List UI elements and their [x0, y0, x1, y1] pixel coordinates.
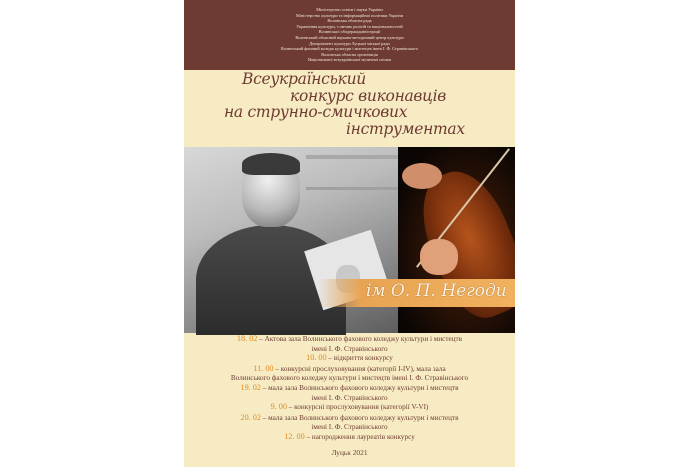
portrait-hair [242, 153, 300, 175]
schedule-text: – конкурсні прослуховування (категорії I-IV), мала зала [273, 364, 446, 373]
schedule-row [231, 374, 468, 383]
poster-title [184, 70, 515, 144]
bookshelf-shape [306, 187, 398, 190]
schedule-row [311, 345, 387, 354]
schedule-text: – нагородження лауреатів конкурсу [304, 432, 415, 441]
schedule-date: 20. 02 [240, 412, 261, 422]
schedule-text: – відкриття конкурсу [326, 354, 393, 363]
schedule-date: 19. 02 [240, 382, 261, 392]
organizer-line: Волинської облдержадміністрації [318, 29, 381, 35]
bookshelf-shape [306, 155, 398, 159]
event-schedule [184, 334, 515, 443]
schedule-date: 12. 00 [284, 431, 305, 441]
schedule-date: 9. 00 [270, 402, 287, 412]
organizer-line: Волинський обласний науково-методичний центр культури [295, 35, 404, 40]
schedule-text: імені І. Ф. Стравінського [311, 393, 388, 402]
dedication-name: ім О. П. Негоди [366, 281, 507, 301]
organizer-line: Міністерство культури та інформаційної політики України [295, 12, 404, 18]
organizer-line: Волинська обласна рада [327, 18, 372, 24]
title-line: конкурс виконавців [290, 87, 447, 105]
fingering-hand [420, 239, 458, 275]
bow-hand [402, 163, 442, 189]
schedule-text: – мала зала Волинського фахового коледжу культури і мистецтв [260, 413, 459, 422]
schedule-text: імені І. Ф. Стравінського [311, 344, 388, 353]
title-line: на струнно-смичкових [224, 103, 408, 121]
organizer-line: Волинська обласна організація [321, 51, 378, 57]
organizer-line: Департамент культури Луцької міської ради [309, 40, 390, 46]
competition-poster [184, 0, 515, 467]
schedule-text: – Актова зала Волинського фахового коледжу культури і мистецтв [257, 335, 463, 343]
schedule-date: 10. 00 [306, 353, 327, 363]
footer-city: Луцьк 2021 [331, 448, 368, 457]
organizer-line: Волинський фаховий коледж культури і мистецтв імені І. Ф. Стравінського [280, 46, 419, 52]
schedule-date: 11. 00 [253, 363, 274, 373]
schedule-row [237, 334, 462, 345]
organizer-line: Міністерство освіти і науки України [316, 7, 383, 13]
schedule-text: – мала зала Волинського фахового коледжу культури і мистецтв [260, 383, 459, 392]
schedule-date: 18. 02 [236, 334, 258, 343]
title-line: Всеукраїнський [242, 70, 366, 88]
schedule-row [311, 423, 387, 432]
schedule-text: Волинського фахового коледжу культури і мистецтв імені І. Ф. Стравінського [230, 374, 469, 383]
schedule-row [284, 432, 415, 443]
schedule-row [311, 394, 387, 403]
organizer-line: Національної всеукраїнської музичної спілки [307, 57, 392, 63]
title-line: інструментах [346, 120, 465, 138]
schedule-row [306, 353, 393, 364]
organizers-header [184, 0, 515, 70]
organizer-line: Управління культури, з питань релігій та національностей [296, 23, 403, 29]
schedule-row [241, 413, 459, 424]
dedication-band [318, 279, 515, 307]
schedule-text: імені І. Ф. Стравінського [311, 423, 388, 432]
photo-collage [184, 147, 515, 333]
schedule-row [241, 383, 459, 394]
schedule-row [253, 364, 445, 375]
schedule-text: – конкурсні прослуховування (категорії V-VI) [286, 403, 429, 412]
schedule-row [271, 402, 429, 413]
